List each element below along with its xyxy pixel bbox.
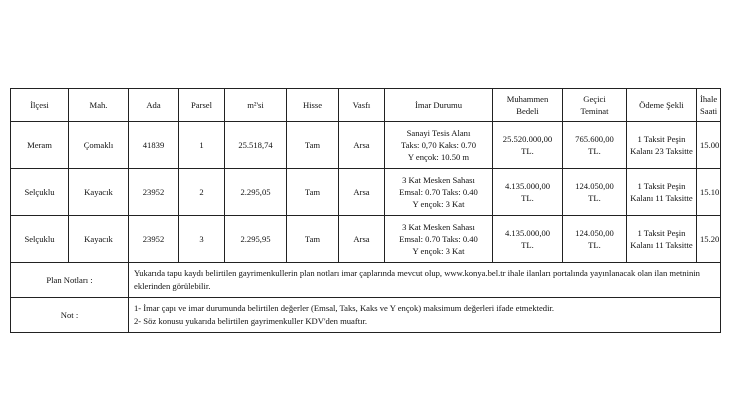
cell-vasfi: Arsa <box>339 122 385 169</box>
odeme-line: Kalanı 11 Taksitte <box>630 240 693 250</box>
plan-notes-label: Plan Notları : <box>11 263 129 298</box>
cell-odeme <box>627 169 697 216</box>
cell-bedel <box>493 216 563 263</box>
cell-hisse: Tam <box>287 216 339 263</box>
cell-parsel: 3 <box>179 216 225 263</box>
imar-line: Y ençok: 3 Kat <box>412 246 465 256</box>
teminat-amount: 765.600,00 <box>575 134 614 144</box>
cell-m2: 2.295,95 <box>225 216 287 263</box>
auction-table <box>10 88 721 333</box>
cell-m2: 2.295,05 <box>225 169 287 216</box>
notes-row <box>11 298 721 333</box>
cell-imar <box>385 216 493 263</box>
header-gecici <box>563 89 627 122</box>
header-saat-line1: İhale <box>700 94 718 104</box>
table-row <box>11 169 721 216</box>
teminat-amount: 124.050,00 <box>575 181 614 191</box>
cell-m2: 25.518,74 <box>225 122 287 169</box>
imar-line: Emsal: 0.70 Taks: 0.40 <box>399 187 478 197</box>
imar-line: Taks: 0,70 Kaks: 0.70 <box>400 140 477 150</box>
cell-bedel <box>493 169 563 216</box>
cell-ilce: Meram <box>11 122 69 169</box>
header-saat-line2: Saati <box>700 106 718 116</box>
odeme-line: 1 Taksit Peşin <box>637 134 686 144</box>
cell-saat: 15.10 <box>697 169 721 216</box>
cell-parsel: 1 <box>179 122 225 169</box>
header-muhammen-line2: Bedeli <box>516 106 539 116</box>
cell-bedel <box>493 122 563 169</box>
cell-teminat <box>563 169 627 216</box>
cell-hisse: Tam <box>287 169 339 216</box>
odeme-line: Kalanı 11 Taksitte <box>630 193 693 203</box>
imar-line: 3 Kat Mesken Sahası <box>402 222 475 232</box>
odeme-line: Kalanı 23 Taksitte <box>630 146 693 156</box>
header-muhammen-line1: Muhammen <box>506 94 549 104</box>
notes-label: Not : <box>11 298 129 333</box>
cell-imar <box>385 169 493 216</box>
bedel-currency: TL. <box>521 240 534 250</box>
teminat-currency: TL. <box>588 193 601 203</box>
header-muhammen <box>493 89 563 122</box>
cell-imar <box>385 122 493 169</box>
odeme-line: 1 Taksit Peşin <box>637 181 686 191</box>
plan-notes-row <box>11 263 721 298</box>
cell-mah: Kayacık <box>69 169 129 216</box>
cell-teminat <box>563 216 627 263</box>
header-ilce: İlçesi <box>11 89 69 122</box>
header-gecici-line2: Teminat <box>580 106 609 116</box>
cell-ilce: Selçuklu <box>11 216 69 263</box>
teminat-currency: TL. <box>588 240 601 250</box>
cell-odeme <box>627 216 697 263</box>
header-hisse: Hisse <box>287 89 339 122</box>
imar-line: Y ençok: 10.50 m <box>407 152 470 162</box>
plan-notes-text: Yukarıda tapu kaydı belirtilen gayrimenkullerin plan notları imar çaplarında mevcut olup, www.konya.bel.tr ihale ilanları portalında yayınlanacak olan ilan metninin eklerinden görülebilir. <box>129 263 721 298</box>
cell-vasfi: Arsa <box>339 169 385 216</box>
cell-ilce: Selçuklu <box>11 169 69 216</box>
header-odeme: Ödeme Şekli <box>627 89 697 122</box>
teminat-amount: 124.050,00 <box>575 228 614 238</box>
notes-text <box>129 298 721 333</box>
cell-vasfi: Arsa <box>339 216 385 263</box>
bedel-amount: 4.135.000,00 <box>504 181 551 191</box>
cell-saat: 15.20 <box>697 216 721 263</box>
cell-ada: 41839 <box>129 122 179 169</box>
bedel-currency: TL. <box>521 146 534 156</box>
header-mah: Mah. <box>69 89 129 122</box>
cell-teminat <box>563 122 627 169</box>
cell-odeme <box>627 122 697 169</box>
note-line: 2- Söz konusu yukarıda belirtilen gayrimenkuller KDV'den muaftır. <box>134 316 368 326</box>
bedel-amount: 4.135.000,00 <box>504 228 551 238</box>
imar-line: Emsal: 0.70 Taks: 0.40 <box>399 234 478 244</box>
header-row <box>11 89 721 122</box>
odeme-line: 1 Taksit Peşin <box>637 228 686 238</box>
table-row <box>11 216 721 263</box>
cell-ada: 23952 <box>129 216 179 263</box>
header-m2: m²'si <box>225 89 287 122</box>
cell-saat: 15.00 <box>697 122 721 169</box>
imar-line: 3 Kat Mesken Sahası <box>402 175 475 185</box>
header-imar: İmar Durumu <box>385 89 493 122</box>
header-gecici-line1: Geçici <box>583 94 606 104</box>
note-line: 1- İmar çapı ve imar durumunda belirtilen değerler (Emsal, Taks, Kaks ve Y ençok) maksimum değerleri ifade etmektedir. <box>134 303 555 313</box>
imar-line: Y ençok: 3 Kat <box>412 199 465 209</box>
header-vasfi: Vasfı <box>339 89 385 122</box>
cell-hisse: Tam <box>287 122 339 169</box>
bedel-currency: TL. <box>521 193 534 203</box>
cell-mah: Çomaklı <box>69 122 129 169</box>
teminat-currency: TL. <box>588 146 601 156</box>
cell-parsel: 2 <box>179 169 225 216</box>
header-saat <box>697 89 721 122</box>
header-ada: Ada <box>129 89 179 122</box>
cell-ada: 23952 <box>129 169 179 216</box>
header-parsel: Parsel <box>179 89 225 122</box>
table-row <box>11 122 721 169</box>
cell-mah: Kayacık <box>69 216 129 263</box>
imar-line: Sanayi Tesis Alanı <box>406 128 471 138</box>
bedel-amount: 25.520.000,00 <box>502 134 553 144</box>
